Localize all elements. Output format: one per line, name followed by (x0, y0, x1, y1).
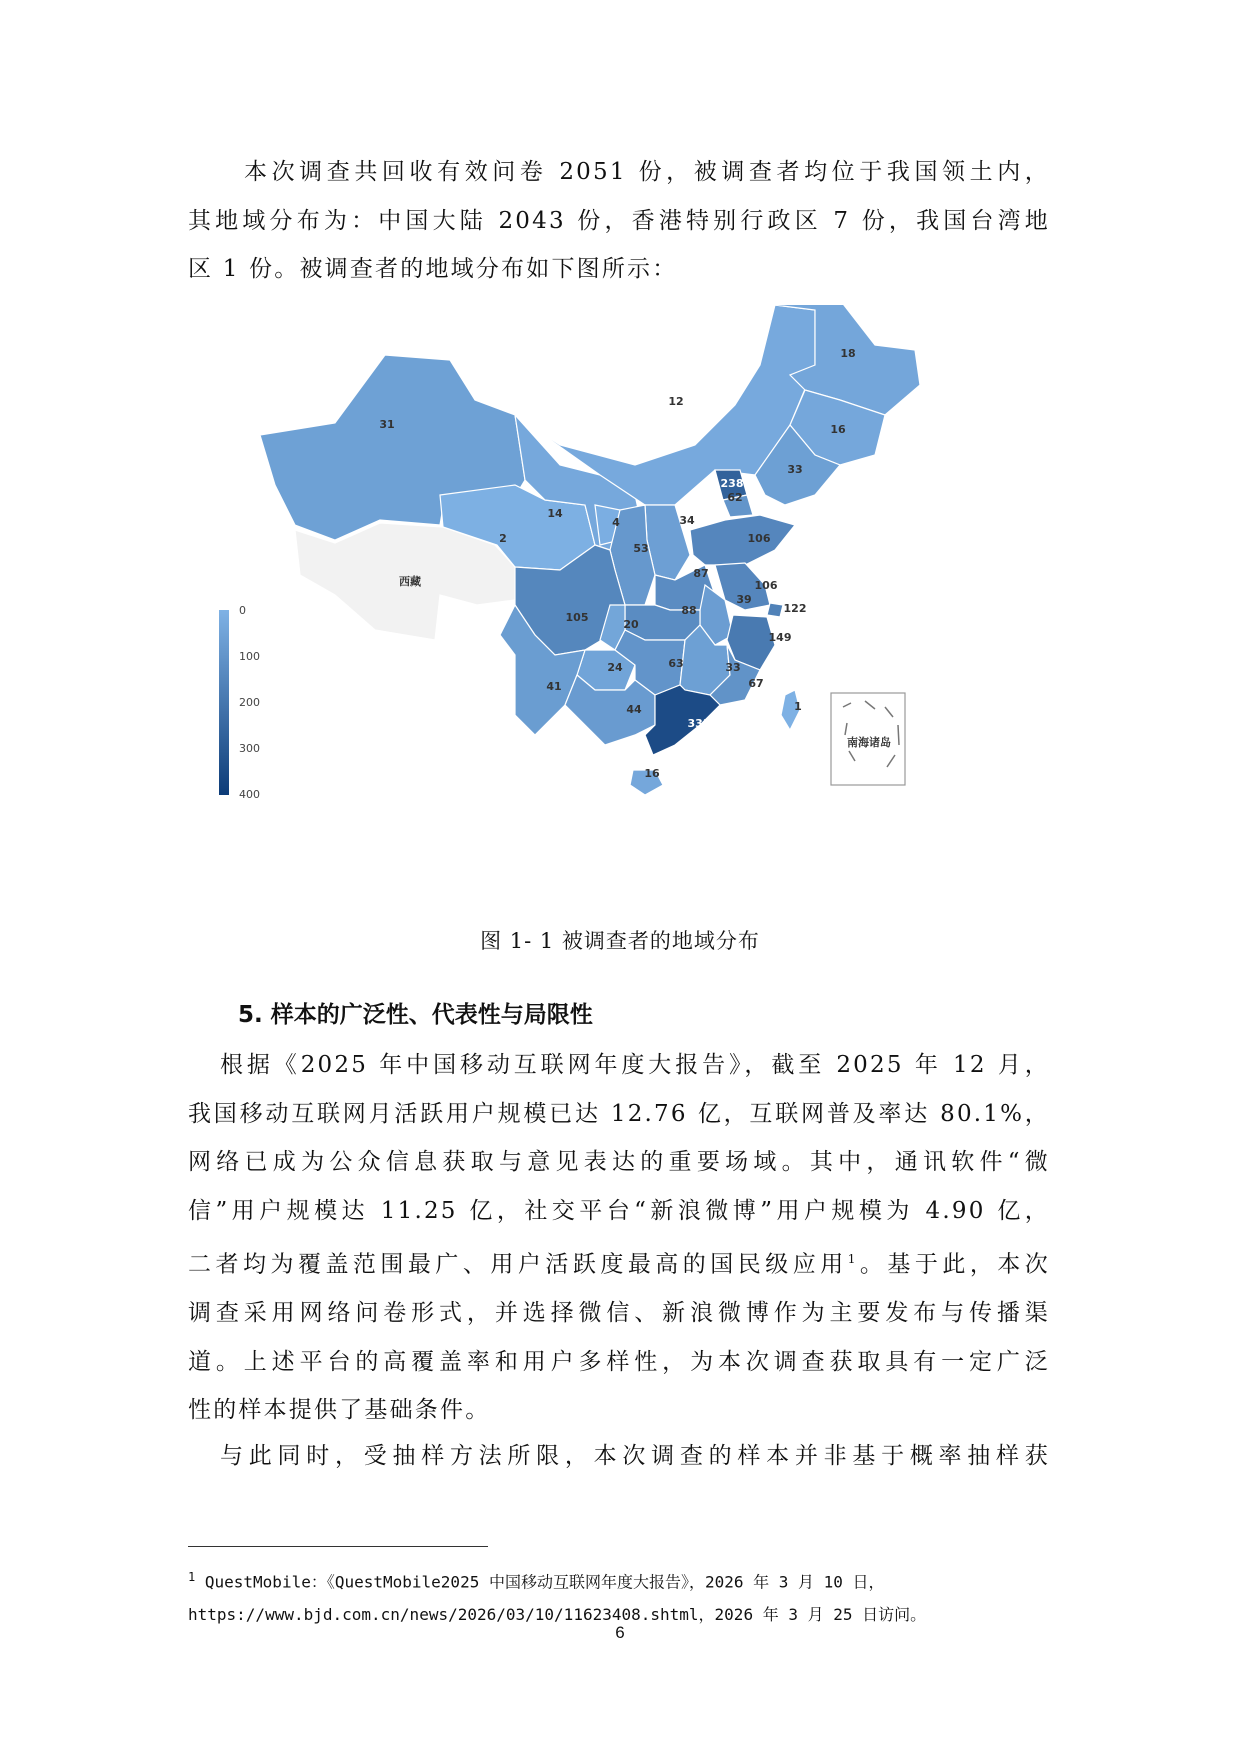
footnote-text: QuestMobile：《QuestMobile2025 中国移动互联网年度大报告》，2026 年 3 月 10 日， (204, 1572, 885, 1592)
text-line: 调查采用网络问卷形式，并选择微信、新浪微博作为主要发布与传播渠 (188, 1300, 1050, 1327)
text-line: 本次调查共回收有效问卷 2051 份，被调查者均位于我国领土内， (244, 159, 1050, 185)
legend-gradient-bar (219, 610, 229, 795)
section-heading: 5. 样本的广泛性、代表性与局限性 (238, 1002, 593, 1028)
text-line: 性的样本提供了基础条件。 (188, 1397, 491, 1424)
map-region-label: 41 (546, 680, 562, 693)
footnote-divider (188, 1546, 488, 1547)
map-region-label: 88 (681, 604, 697, 617)
map-region-label: 34 (679, 514, 695, 527)
map-region-label: 39 (736, 593, 752, 606)
map-region-label: 44 (626, 703, 642, 716)
legend-tick-label: 200 (239, 696, 260, 709)
map-region (690, 515, 795, 565)
map-region-label: 16 (644, 767, 660, 780)
map-region-label: 33 (787, 463, 803, 476)
map-region-label: 122 (783, 602, 807, 615)
map-region-label: 1 (794, 700, 802, 713)
map-region-label: 63 (668, 657, 684, 670)
map-regions (260, 305, 920, 795)
south-china-sea-inset (831, 693, 905, 785)
text-line: 我国移动互联网月活跃用户规模已达 12.76 亿，互联网普及率达 80.1%， (188, 1100, 1050, 1127)
text-line: 区 1 份。被调查者的地域分布如下图所示： (188, 256, 678, 282)
map-region-label: 4 (612, 516, 620, 529)
text-line: 根据《2025 年中国移动互联网年度大报告》，截至 2025 年 12 月， (220, 1052, 1050, 1078)
legend-tick-label: 300 (239, 742, 260, 755)
text-segment: 。基于此，本次 (857, 1251, 1050, 1278)
map-region-label: 西藏 (399, 575, 421, 588)
map-region-label: 31 (379, 418, 395, 431)
region-distribution-map (215, 305, 1065, 905)
map-region (767, 603, 783, 617)
map-region-label: 20 (623, 618, 639, 631)
text-line: 与此同时，受抽样方法所限，本次调查的样本并非基于概率抽样获 (220, 1443, 1050, 1469)
map-region-label: 149 (768, 631, 792, 644)
figure-caption: 图 1- 1 被调查者的地域分布 (480, 929, 760, 953)
text-segment: 二者均为覆盖范围最广、用户活跃度最高的国民级应用 (188, 1251, 848, 1278)
body-paragraph (188, 1041, 1050, 1435)
map-region-label: 24 (607, 661, 623, 674)
text-line: 道。上述平台的高覆盖率和用户多样性，为本次调查获取具有一定广泛 (188, 1348, 1050, 1375)
map-region-label: 333 (687, 717, 711, 730)
body-paragraph (188, 1432, 1050, 1481)
legend-tick-label: 400 (239, 788, 260, 801)
map-region-label: 62 (727, 491, 743, 504)
page-number: 6 (615, 1623, 625, 1642)
legend-tick-label: 0 (239, 604, 246, 617)
text-line: 信”用户规模达 11.25 亿，社交平台“新浪微博”用户规模为 4.90 亿， (188, 1197, 1050, 1224)
map-region-label: 16 (830, 423, 846, 436)
map-region-label: 238 (720, 477, 744, 490)
map-region-label: 106 (747, 532, 771, 545)
footnote-link[interactable]: https://www.bjd.com.cn/news/2026/03/10/11623408.shtml，2026 年 3 月 25 日访问。 (188, 1605, 927, 1625)
text-line: 其地域分布为：中国大陆 2043 份，香港特别行政区 7 份，我国台湾地 (188, 207, 1050, 234)
map-region-label: 53 (633, 542, 649, 555)
map-region-label: 18 (840, 347, 856, 360)
map-region-label: 67 (748, 677, 764, 690)
footnote-mark: 1 (188, 1570, 196, 1584)
map-region-label: 12 (668, 395, 684, 408)
map-region-label: 106 (754, 579, 778, 592)
intro-paragraph (188, 148, 1050, 294)
legend-tick-label: 100 (239, 650, 260, 663)
legend-ticks (239, 604, 260, 801)
map-region-label: 87 (693, 567, 709, 580)
map-region-label: 14 (547, 507, 563, 520)
text-line-with-footnote (188, 1235, 1050, 1289)
footnote-ref[interactable]: 1 (847, 1252, 858, 1266)
map-region-label: 33 (725, 661, 741, 674)
text-line: 网络已成为公众信息获取与意见表达的重要场域。其中，通讯软件“微 (188, 1149, 1050, 1175)
map-region-label: 2 (499, 532, 507, 545)
inset-label: 南海诸岛 (847, 736, 891, 749)
map-region-label: 105 (565, 611, 589, 624)
footnote (188, 1561, 1058, 1631)
